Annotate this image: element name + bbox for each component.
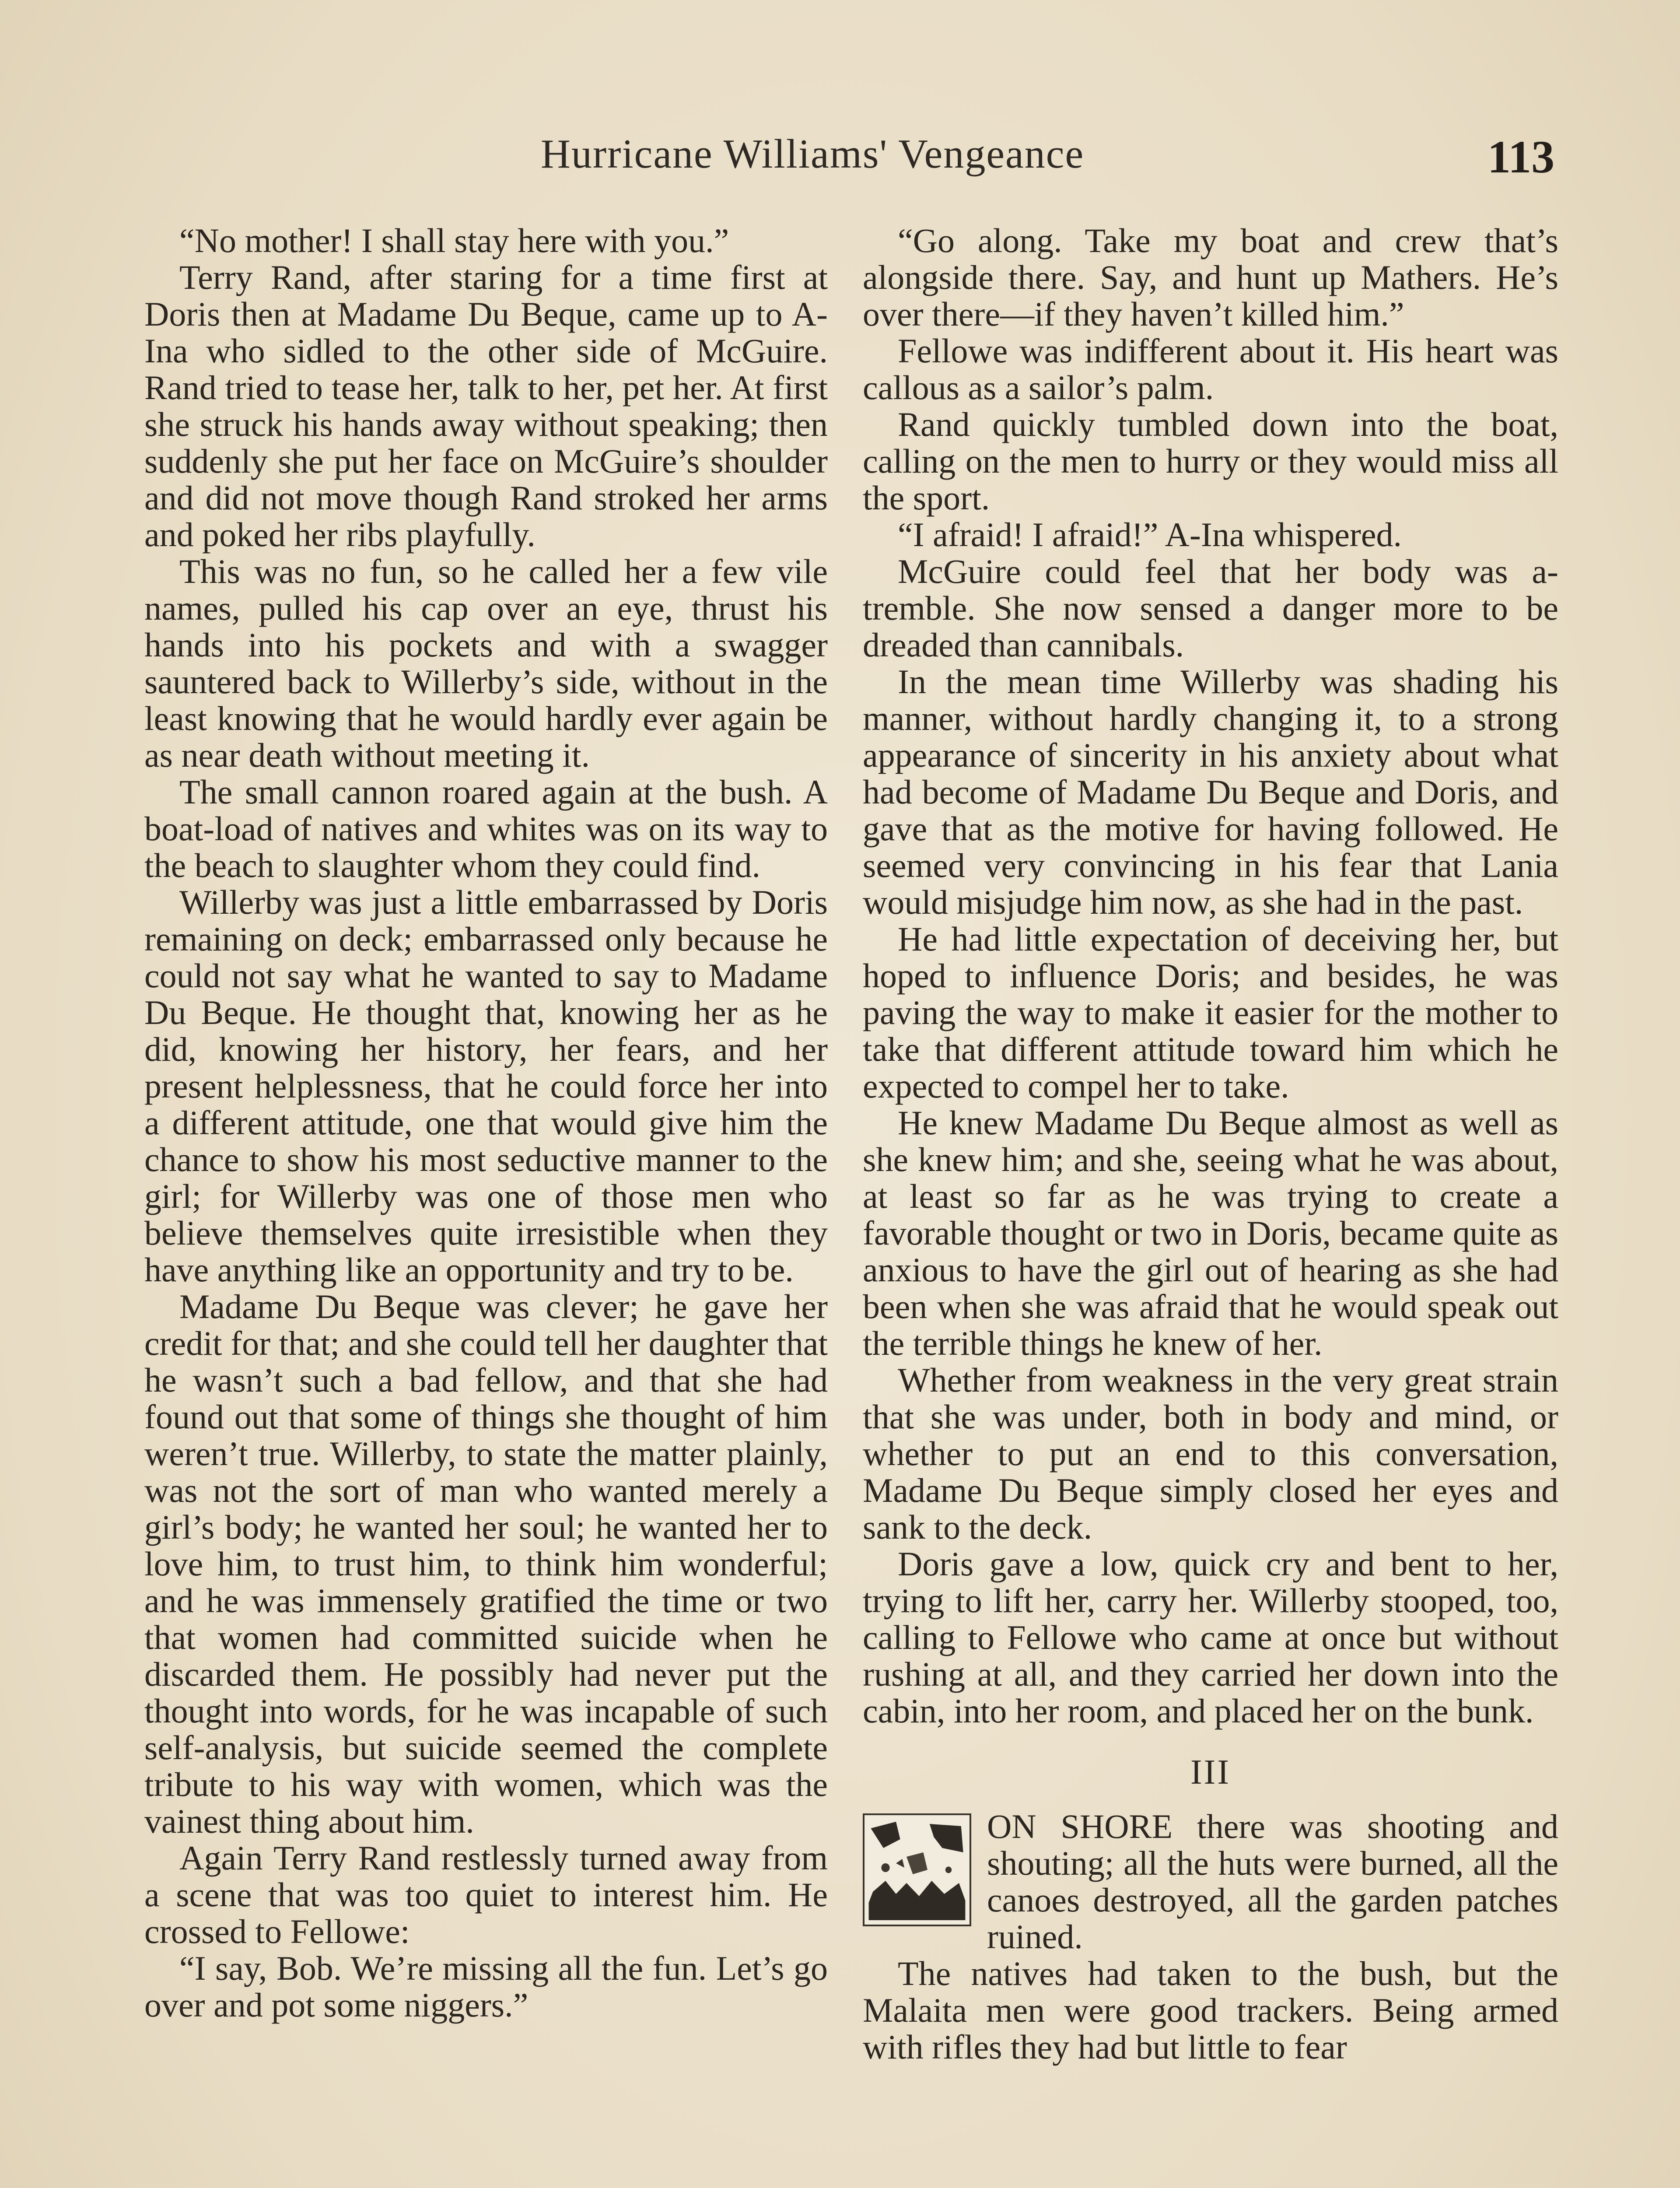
paragraph: Terry Rand, after staring for a time first at Doris then at Madame Du Beque, came up to A-Ina who sidled to the other side of McGuire. Rand tried to tease her, talk to her, pet her. At first she struck his hands away without speaking; then suddenly she put her face on McGuire’s shoulder and did not move though Rand stroked her arms and poked her ribs playfully. bbox=[144, 258, 828, 554]
left-column bbox=[144, 222, 828, 2023]
paragraph: “No mother! I shall stay here with you.” bbox=[179, 221, 729, 259]
paragraph: Willerby was just a little embarrassed by Doris remaining on deck; embarrassed only because he could not say what he wanted to say to Madame Du Beque. He thought that, knowing her as he did, knowing her history, her fears, and her present helplessness, that he could force her into a different attitude, one that would give him the chance to show his most seductive manner to the girl; for Willerby was one of those men who believe themselves quite irresistible when they have anything like an opportunity and try to be. bbox=[144, 883, 828, 1289]
right-column bbox=[863, 222, 1558, 2065]
paragraph: He had little expectation of deceiving her, but hoped to influence Doris; and besides, he was paving the way to make it easier for the mother to take that different attitude toward him which he expected to compel her to take. bbox=[863, 920, 1558, 1105]
paragraph: McGuire could feel that her body was a-tremble. She now sensed a danger more to be dreaded than cannibals. bbox=[863, 552, 1558, 664]
paragraph: Doris gave a low, quick cry and bent to her, trying to lift her, carry her. Willerby stooped, too, calling to Fellowe who came at once but without rushing at all, and they carried her down into the cabin, into her room, and placed her on the bunk. bbox=[863, 1545, 1558, 1730]
opening-caps: ON SHORE bbox=[987, 1807, 1173, 1845]
page-number: 113 bbox=[1488, 131, 1555, 182]
section-heading: III bbox=[1190, 1753, 1231, 1792]
paragraph: Fellowe was indifferent about it. His heart was callous as a sailor’s palm. bbox=[863, 332, 1558, 407]
paragraph: The natives had taken to the bush, but the Malaita men were good trackers. Being armed with rifles they had but little to fear bbox=[863, 1954, 1558, 2066]
section-opening-paragraph bbox=[863, 1808, 1558, 1955]
paragraph: “I afraid! I afraid!” A-Ina whispered. bbox=[898, 515, 1402, 554]
paragraph: The small cannon roared again at the bush. A boat-load of natives and whites was on its way to the beach to slaughter whom they could find. bbox=[144, 773, 828, 884]
running-head: Hurricane Williams' Vengeance bbox=[541, 131, 1085, 177]
paragraph: Madame Du Beque was clever; he gave her credit for that; and she could tell her daughter that he wasn’t such a bad fellow, and that she had found out that some of things she thought of him weren’t true. Willerby, to state the matter plainly, was not the sort of man who wanted merely a girl’s body; he wanted her soul; he wanted her to love him, to trust him, to think him wonderful; and he was immensely gratified the time or two that women had committed suicide when he discarded them. He possibly had never put the thought into words, for he was incapable of such self-analysis, but suicide seemed the complete tribute to his way with women, which was the vainest thing about him. bbox=[144, 1287, 828, 1840]
decorative-initial-illustration bbox=[863, 1813, 971, 1926]
paragraph: Again Terry Rand restlessly turned away from a scene that was too quiet to interest him. He crossed to Fellowe: bbox=[144, 1839, 828, 1950]
paragraph: Rand quickly tumbled down into the boat, calling on the men to hurry or they would miss all the sport. bbox=[863, 405, 1558, 517]
paragraph: “Go along. Take my boat and crew that’s alongside there. Say, and hunt up Mathers. He’s over there—if they haven’t killed him.” bbox=[863, 221, 1558, 333]
opening-text: there was shooting and shouting; all the huts were burned, all the canoes destroyed, all the garden patches ruined. bbox=[987, 1807, 1558, 1956]
paragraph: Whether from weakness in the very great strain that she was under, both in body and mind, or whether to put an end to this conversation, Madame Du Beque simply closed her eyes and sank to the deck. bbox=[863, 1361, 1558, 1546]
paragraph: “I say, Bob. We’re missing all the fun. Let’s go over and pot some niggers.” bbox=[144, 1949, 828, 2024]
paragraph: He knew Madame Du Beque almost as well as she knew him; and she, seeing what he was about, at least so far as he was trying to create a favorable thought or two in Doris, became quite as anxious to have the girl out of hearing as she had been when she was afraid that he would speak out the terrible things he knew of her. bbox=[863, 1104, 1558, 1362]
paragraph: This was no fun, so he called her a few vile names, pulled his cap over an eye, thrust his hands into his pockets and with a swagger sauntered back to Willerby’s side, without in the least knowing that he would hardly ever again be as near death without meeting it. bbox=[144, 552, 828, 774]
paragraph: In the mean time Willerby was shading his manner, without hardly changing it, to a strong appearance of sincerity in his anxiety about what had become of Madame Du Beque and Doris, and gave that as the motive for having followed. He seemed very convincing in his fear that Lania would misjudge him now, as she had in the past. bbox=[863, 663, 1558, 921]
